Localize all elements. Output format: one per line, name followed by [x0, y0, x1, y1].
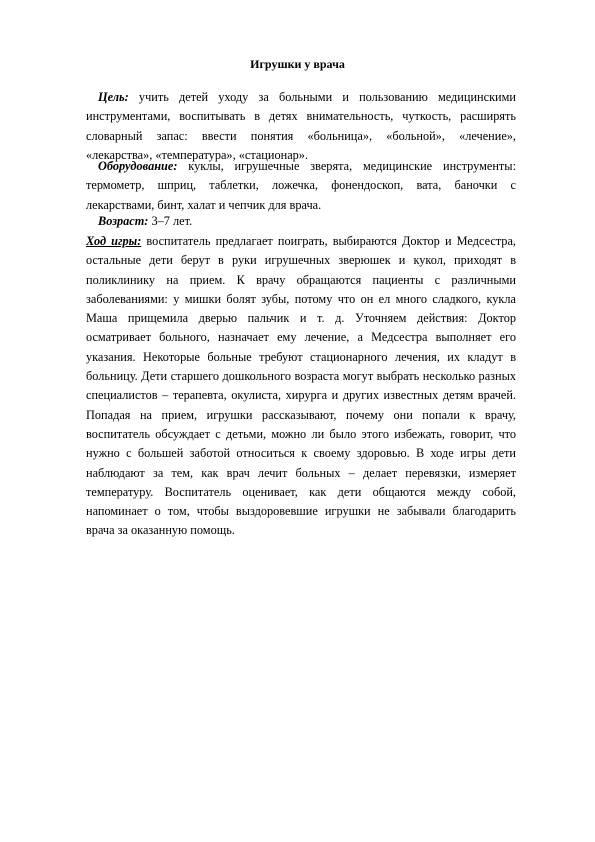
- equipment-paragraph: [86, 157, 516, 215]
- game-course-text: воспитатель предлагает поиграть, выбираются Доктор и Медсестра, остальные дети берут в руки игрушечных зверюшек и кукол, приходят в поликлинику на прием. К врачу обращаются пациенты с различными заболеваниями: у мишки болят зубы, потому что он ел много сладкого, кукла Маша прищемила дверью пальчик и т. д. Уточняем действия: Доктор осматривает больного, назначает ему лечение, а Медсестра выполняет его указания. Некоторые больные требуют стационарного лечения, их кладут в больницу. Дети старшего дошкольного возраста могут выбрать несколько разных специалистов – терапевта, окулиста, хирурга и других известных детям врачей. Попадая на прием, игрушки рассказывают, почему они попали к врачу, воспитатель обсуждает с детьми, можно ли было этого избежать, говорит, что нужно с большей заботой относиться к своему здоровью. В ходе игры дети наблюдают за тем, как врач лечит больных – делает перевязки, измеряет температуру. Воспитатель оценивает, как дети общаются между собой, напоминает о том, чтобы выздоровевшие игрушки не забывали благодарить врача за оказанную помощь.: [86, 234, 516, 538]
- age-label: Возраст:: [98, 214, 149, 228]
- age-text: 3–7 лет.: [148, 214, 193, 228]
- goal-text: учить детей уходу за больными и пользованию медицинскими инструментами, воспитывать в детях внимательность, чуткость, расширять словарный запас: ввести понятия «больница», «больной», «лечение», «лекарства», «температура», «стационар».: [86, 90, 516, 162]
- age-paragraph: [86, 212, 516, 231]
- equipment-label: Оборудование:: [98, 159, 178, 173]
- equipment-text: куклы, игрушечные зверята, медицинские инструменты: термометр, шприц, таблетки, ложечка, фонендоскоп, вата, баночки с лекарствами, бинт, халат и чепчик для врача.: [86, 159, 516, 212]
- game-course-paragraph: [86, 232, 516, 541]
- game-course-label: Ход игры:: [86, 234, 142, 248]
- goal-paragraph: [86, 88, 516, 165]
- goal-label: Цель:: [98, 90, 129, 104]
- document-title: Игрушки у врача: [250, 57, 345, 71]
